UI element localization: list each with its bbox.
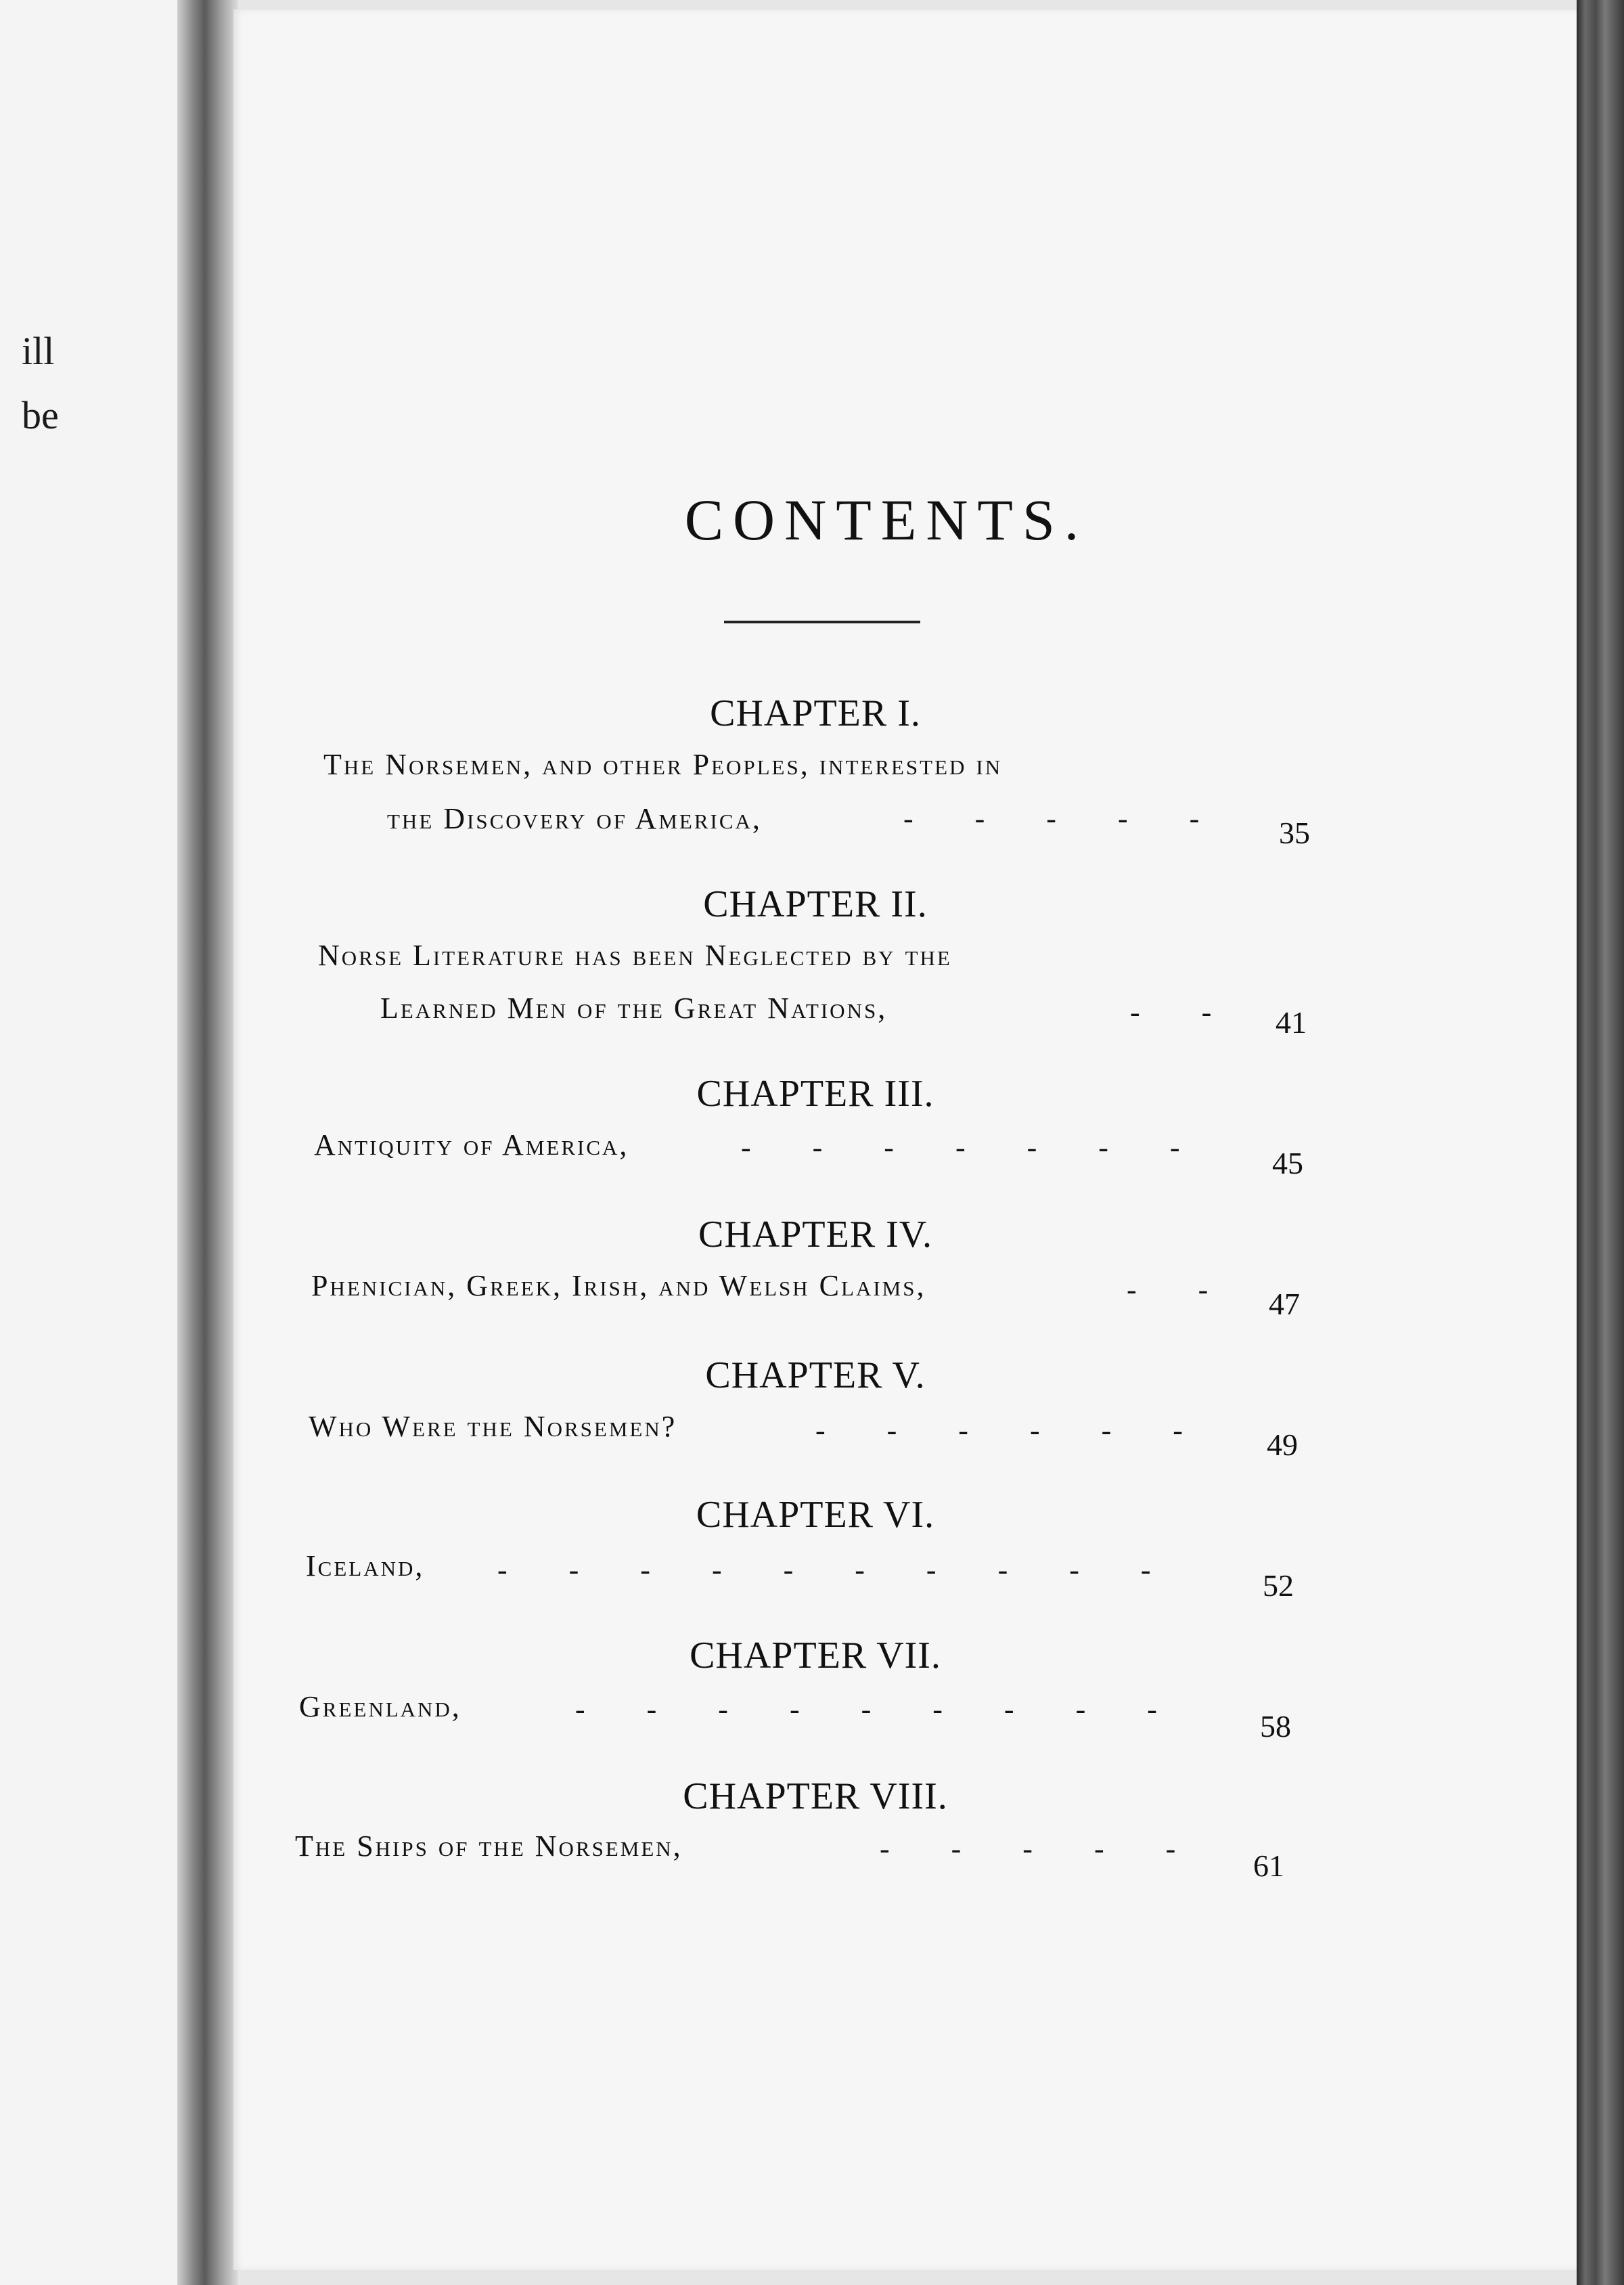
chapter-title: Greenland, <box>299 1690 461 1723</box>
dot-leader: - - <box>1127 1273 1213 1306</box>
chapter-heading: CHAPTER III. <box>696 1073 934 1115</box>
chapter-heading: CHAPTER IV. <box>698 1214 932 1256</box>
chapter-heading: CHAPTER V. <box>705 1354 926 1396</box>
page-number: 58 <box>1260 1709 1291 1744</box>
dot-leader: - - - - - <box>880 1832 1180 1865</box>
chapter-title: Norse Literature has been Neglected by the <box>318 939 952 972</box>
page-edge <box>1577 0 1624 2285</box>
chapter-title: The Ships of the Norsemen, <box>295 1829 683 1863</box>
page-number: 41 <box>1276 1005 1307 1040</box>
dot-leader: - - - - - - - - - - <box>497 1553 1155 1587</box>
page-number: 35 <box>1279 816 1310 850</box>
dot-leader: - - - - - <box>903 802 1204 835</box>
dot-leader: - - - - - - - - - <box>575 1693 1161 1726</box>
page-number: 47 <box>1269 1287 1300 1321</box>
title-rule <box>724 621 920 623</box>
chapter-title-continued: the Discovery of America, <box>387 802 762 835</box>
dot-leader: - - <box>1130 996 1216 1029</box>
page-number: 49 <box>1267 1427 1298 1462</box>
chapter-title: Iceland, <box>306 1549 425 1582</box>
chapter-title: Phenician, Greek, Irish, and Welsh Claims, <box>311 1269 926 1302</box>
chapter-heading: CHAPTER I. <box>710 692 921 734</box>
chapter-title: Who Were the Norsemen? <box>309 1410 677 1443</box>
chapter-heading: CHAPTER VII. <box>690 1635 941 1677</box>
dot-leader: - - - - - - - <box>741 1131 1184 1164</box>
page-number: 45 <box>1272 1146 1303 1180</box>
dot-leader: - - - - - - <box>815 1414 1187 1447</box>
chapter-title-continued: Learned Men of the Great Nations, <box>380 992 888 1025</box>
page-number: 61 <box>1253 1848 1284 1883</box>
chapter-heading: CHAPTER VIII. <box>683 1775 948 1817</box>
chapter-title: The Norsemen, and other Peoples, interested in <box>323 748 1003 781</box>
page-number: 52 <box>1263 1568 1294 1603</box>
facing-page <box>0 0 183 2285</box>
book-gutter <box>177 0 238 2285</box>
facing-page-fragment: be <box>22 393 59 437</box>
chapter-heading: CHAPTER II. <box>703 883 928 925</box>
page-title: CONTENTS. <box>684 487 1089 552</box>
chapter-heading: CHAPTER VI. <box>696 1494 935 1536</box>
facing-page-fragment: ill <box>22 329 55 373</box>
chapter-title: Antiquity of America, <box>314 1128 629 1161</box>
